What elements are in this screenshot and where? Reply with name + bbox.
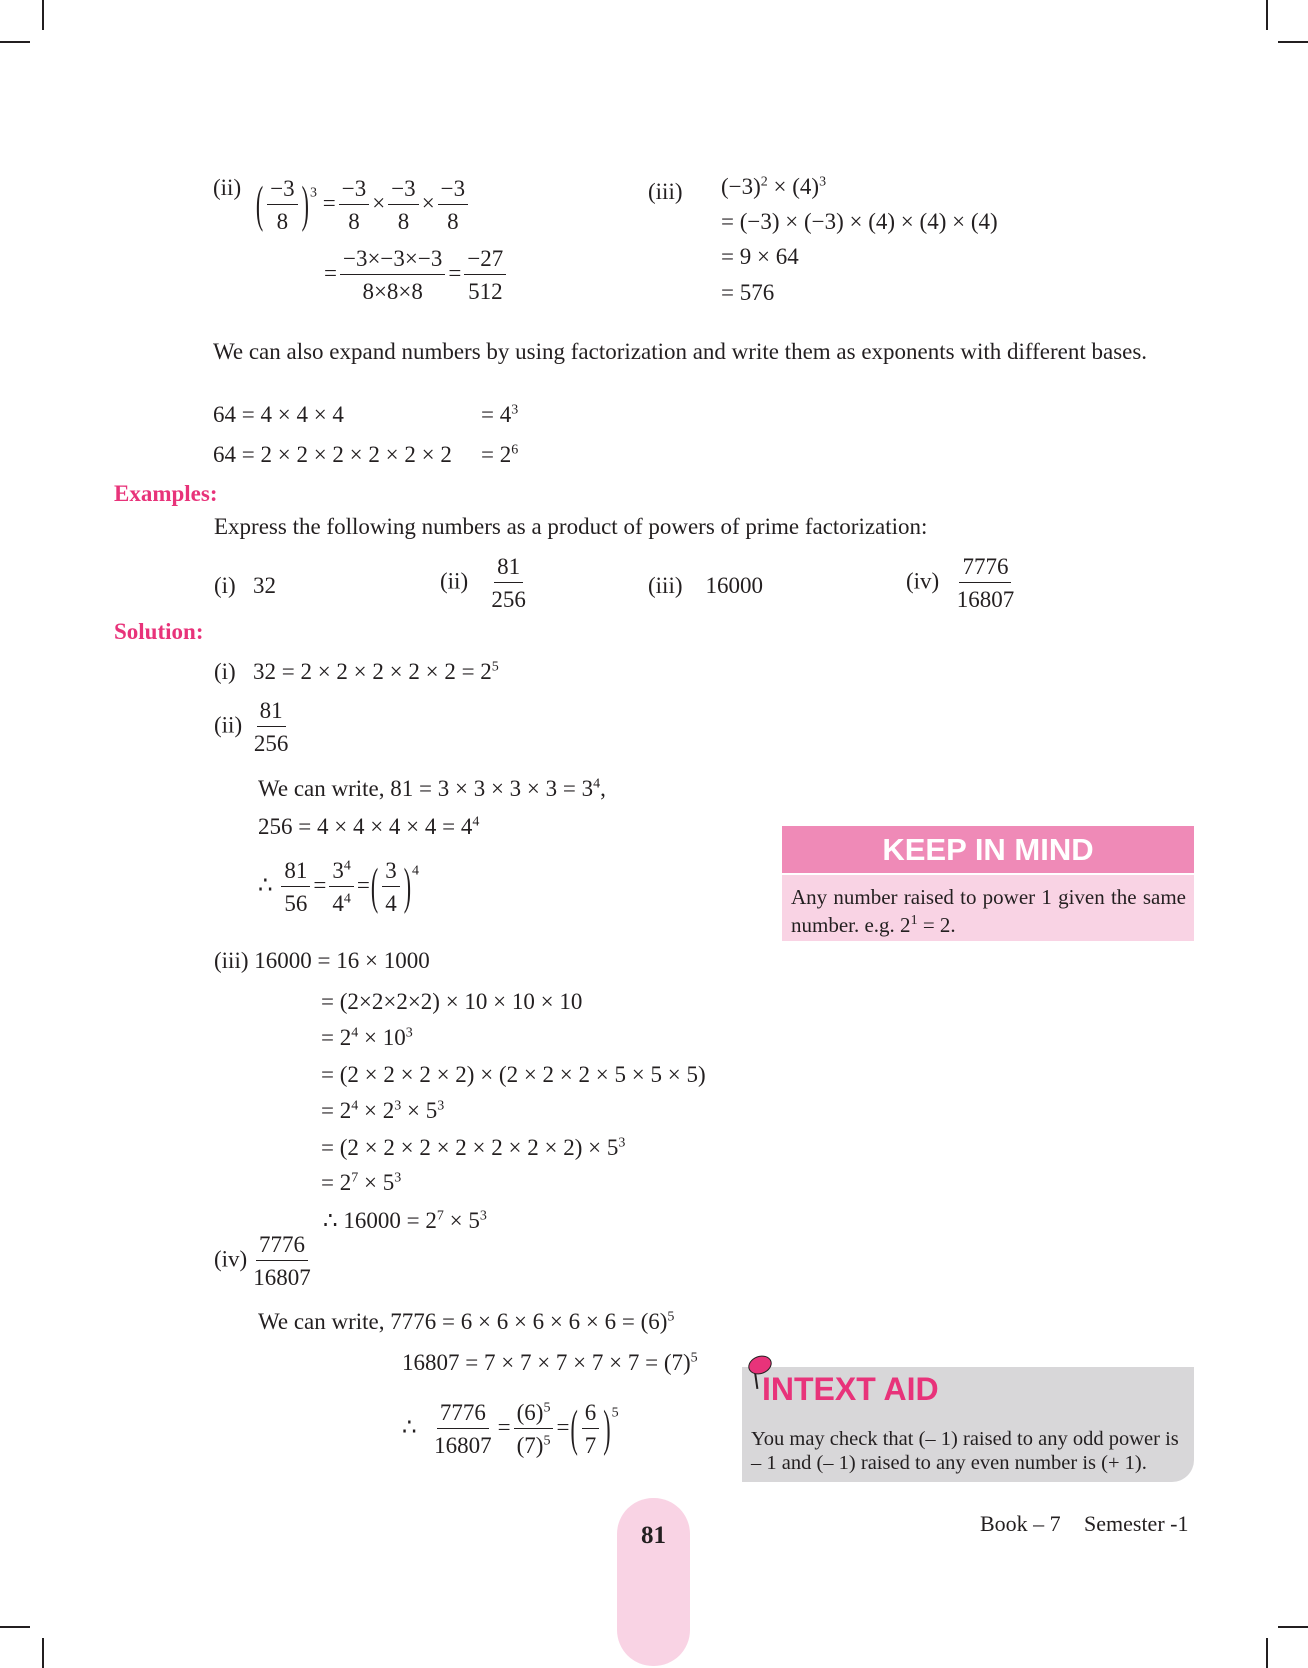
solution-iii-step: = (2 × 2 × 2 × 2) × (2 × 2 × 2 × 5 × 5 × 5) [321, 1062, 706, 1087]
solution-iv-line2: $16807 = 7 \times 7 \times 7 \times 7 \times 7 = (7)^5$ [402, 1350, 698, 1375]
examples-heading: Examples: [114, 481, 218, 506]
solution-iii-first: (iii) 16000 = 16 × 1000 [214, 948, 430, 973]
fraction: $\frac{81}{56}$ [281, 858, 310, 917]
top-example-iii-line3: = 9 × 64 [721, 244, 799, 269]
crop-mark [0, 41, 30, 43]
solution-iii-step: = $(2 \times 2 \times 2 \times 2 \times 2 \times 2 \times 2) \times 5^3$ [321, 1135, 626, 1160]
intext-aid-box [742, 1367, 1194, 1482]
fraction: $\frac{7776}{16807}$ [253, 1232, 311, 1291]
solution-iv-line1: We can write, $7776 = 6 \times 6 \times 6 \times 6 \times 6 = (6)^5$ [258, 1309, 675, 1334]
keep-in-mind-title: KEEP IN MIND [782, 826, 1194, 873]
intro-paragraph: We can also expand numbers by using factorization and write them as exponents with different bases. [213, 339, 1148, 364]
fraction: $\frac{7776}{16807}$ [956, 554, 1015, 613]
solution-ii-head: (ii) $\frac{81}{256}$ [214, 698, 294, 757]
crop-mark [42, 0, 44, 30]
solution-ii-line1: We can write, $81 = 3 \times 3 \times 3 \times 3 = 3^4$, [258, 776, 606, 801]
fraction: $\frac{-3}{8}$ [267, 176, 297, 235]
example-item-iv: (iv) $\frac{7776}{16807}$ [906, 554, 1020, 613]
example-item-ii: (ii) $\frac{81}{256}$ [440, 554, 532, 613]
solution-iv-head: (iv) $\frac{7776}{16807}$ [214, 1232, 317, 1291]
example-item-i: (i) 32 [214, 573, 276, 598]
intext-aid-text: You may check that (– 1) raised to any odd power is – 1 and (– 1) raised to any even number is (+ 1). [751, 1428, 1179, 1474]
intext-aid-title: INTEXT AID [762, 1371, 939, 1407]
solution-iii-step: = $2^4 \times 2^3 \times 5^3$ [321, 1098, 445, 1123]
fraction: $\frac{-27}{512}$ [464, 246, 506, 305]
fraction: $\frac{3}{4}$ [382, 858, 400, 917]
intro-line2-right: = $2^6$ [481, 442, 519, 467]
solution-iii-step: = $2^7 \times 5^3$ [321, 1170, 402, 1195]
top-example-iii-label: (iii) [648, 179, 683, 204]
solution-ii-line2: $256 = 4 \times 4 \times 4 \times 4 = 4^4$ [258, 814, 480, 839]
fraction: $\frac{81}{256}$ [491, 554, 526, 613]
solution-i: (i) $32 = 2 \times 2 \times 2 \times 2 \times 2 = 2^5$ [214, 659, 499, 684]
intro-line2-left: 64 = 2 × 2 × 2 × 2 × 2 × 2 [213, 442, 452, 467]
example-item-iii: (iii) 16000 [648, 573, 763, 598]
crop-mark [0, 1626, 30, 1628]
fraction: $\frac{7776}{16807}$ [434, 1400, 492, 1459]
crop-mark [1266, 1638, 1268, 1668]
solution-iii-step: = $2^4 \times 10^3$ [321, 1025, 413, 1050]
fraction: $\frac{6}{7}$ [582, 1400, 600, 1459]
intro-line1-left: 64 = 4 × 4 × 4 [213, 402, 344, 427]
page-number: 81 [641, 1522, 666, 1549]
fraction: $\frac{-3}{8}$ [438, 176, 468, 235]
crop-mark [42, 1638, 44, 1668]
examples-prompt: Express the following numbers as a product of powers of prime factorization: [214, 514, 928, 539]
footer-book: Book – 7 [980, 1511, 1061, 1536]
crop-mark [1278, 1626, 1308, 1628]
label: (ii) [213, 175, 242, 200]
top-example-iii-line4: = 576 [721, 280, 775, 305]
crop-mark [1278, 41, 1308, 43]
solution-iv-result: ∴ $\frac{7776}{16807}$ = $\frac{(6)^5}{(7)^5}$ =( $\frac{6}{7}$ )$^5$ [402, 1399, 619, 1459]
solution-iii-conclusion: ∴ $16000 = 2^7 \times 5^3$ [323, 1208, 487, 1233]
crop-mark [1266, 0, 1268, 30]
fraction: $\frac{-3}{8}$ [339, 176, 369, 235]
fraction: $\frac{-3}{8}$ [388, 176, 418, 235]
intro-line1-right: = $4^3$ [481, 402, 519, 427]
solution-iii-step: = (2×2×2×2) × 10 × 10 × 10 [321, 989, 583, 1014]
keep-in-mind-box [782, 875, 1194, 941]
top-example-iii-line2: = (−3) × (−3) × (4) × (4) × (4) [721, 209, 998, 234]
solution-heading: Solution: [114, 619, 204, 644]
fraction: $\frac{-3\times-3\times-3}{8\times 8\times 8}$ [340, 246, 445, 305]
keep-in-mind-text: Any number raised to power 1 given the same number. e.g. $2^1 = 2$. [791, 885, 1186, 937]
fraction: $\frac{(6)^5}{(7)^5}$ [514, 1400, 554, 1459]
footer-semester: Semester -1 [1084, 1511, 1189, 1536]
top-example-iii-line1: $(-3)^2 \times (4)^3$ [721, 174, 827, 199]
top-example-ii-result: = $\frac{-3\times-3\times-3}{8\times 8\times 8}$ = $\frac{-27}{512}$ [324, 246, 509, 305]
top-example-ii: (ii) ( $\frac{-3}{8}$ )$^3$ = $\frac{-3}{8}$ × $\frac{-3}{8}$ × $\frac{-3}{8}$ [213, 176, 471, 235]
fraction: $\frac{3^4}{4^4}$ [329, 858, 354, 917]
fraction: $\frac{81}{256}$ [253, 698, 289, 757]
solution-ii-result: ∴ $\frac{81}{56}$ = $\frac{3^4}{4^4}$ =( $\frac{3}{4}$ )$^4$ [258, 857, 420, 917]
